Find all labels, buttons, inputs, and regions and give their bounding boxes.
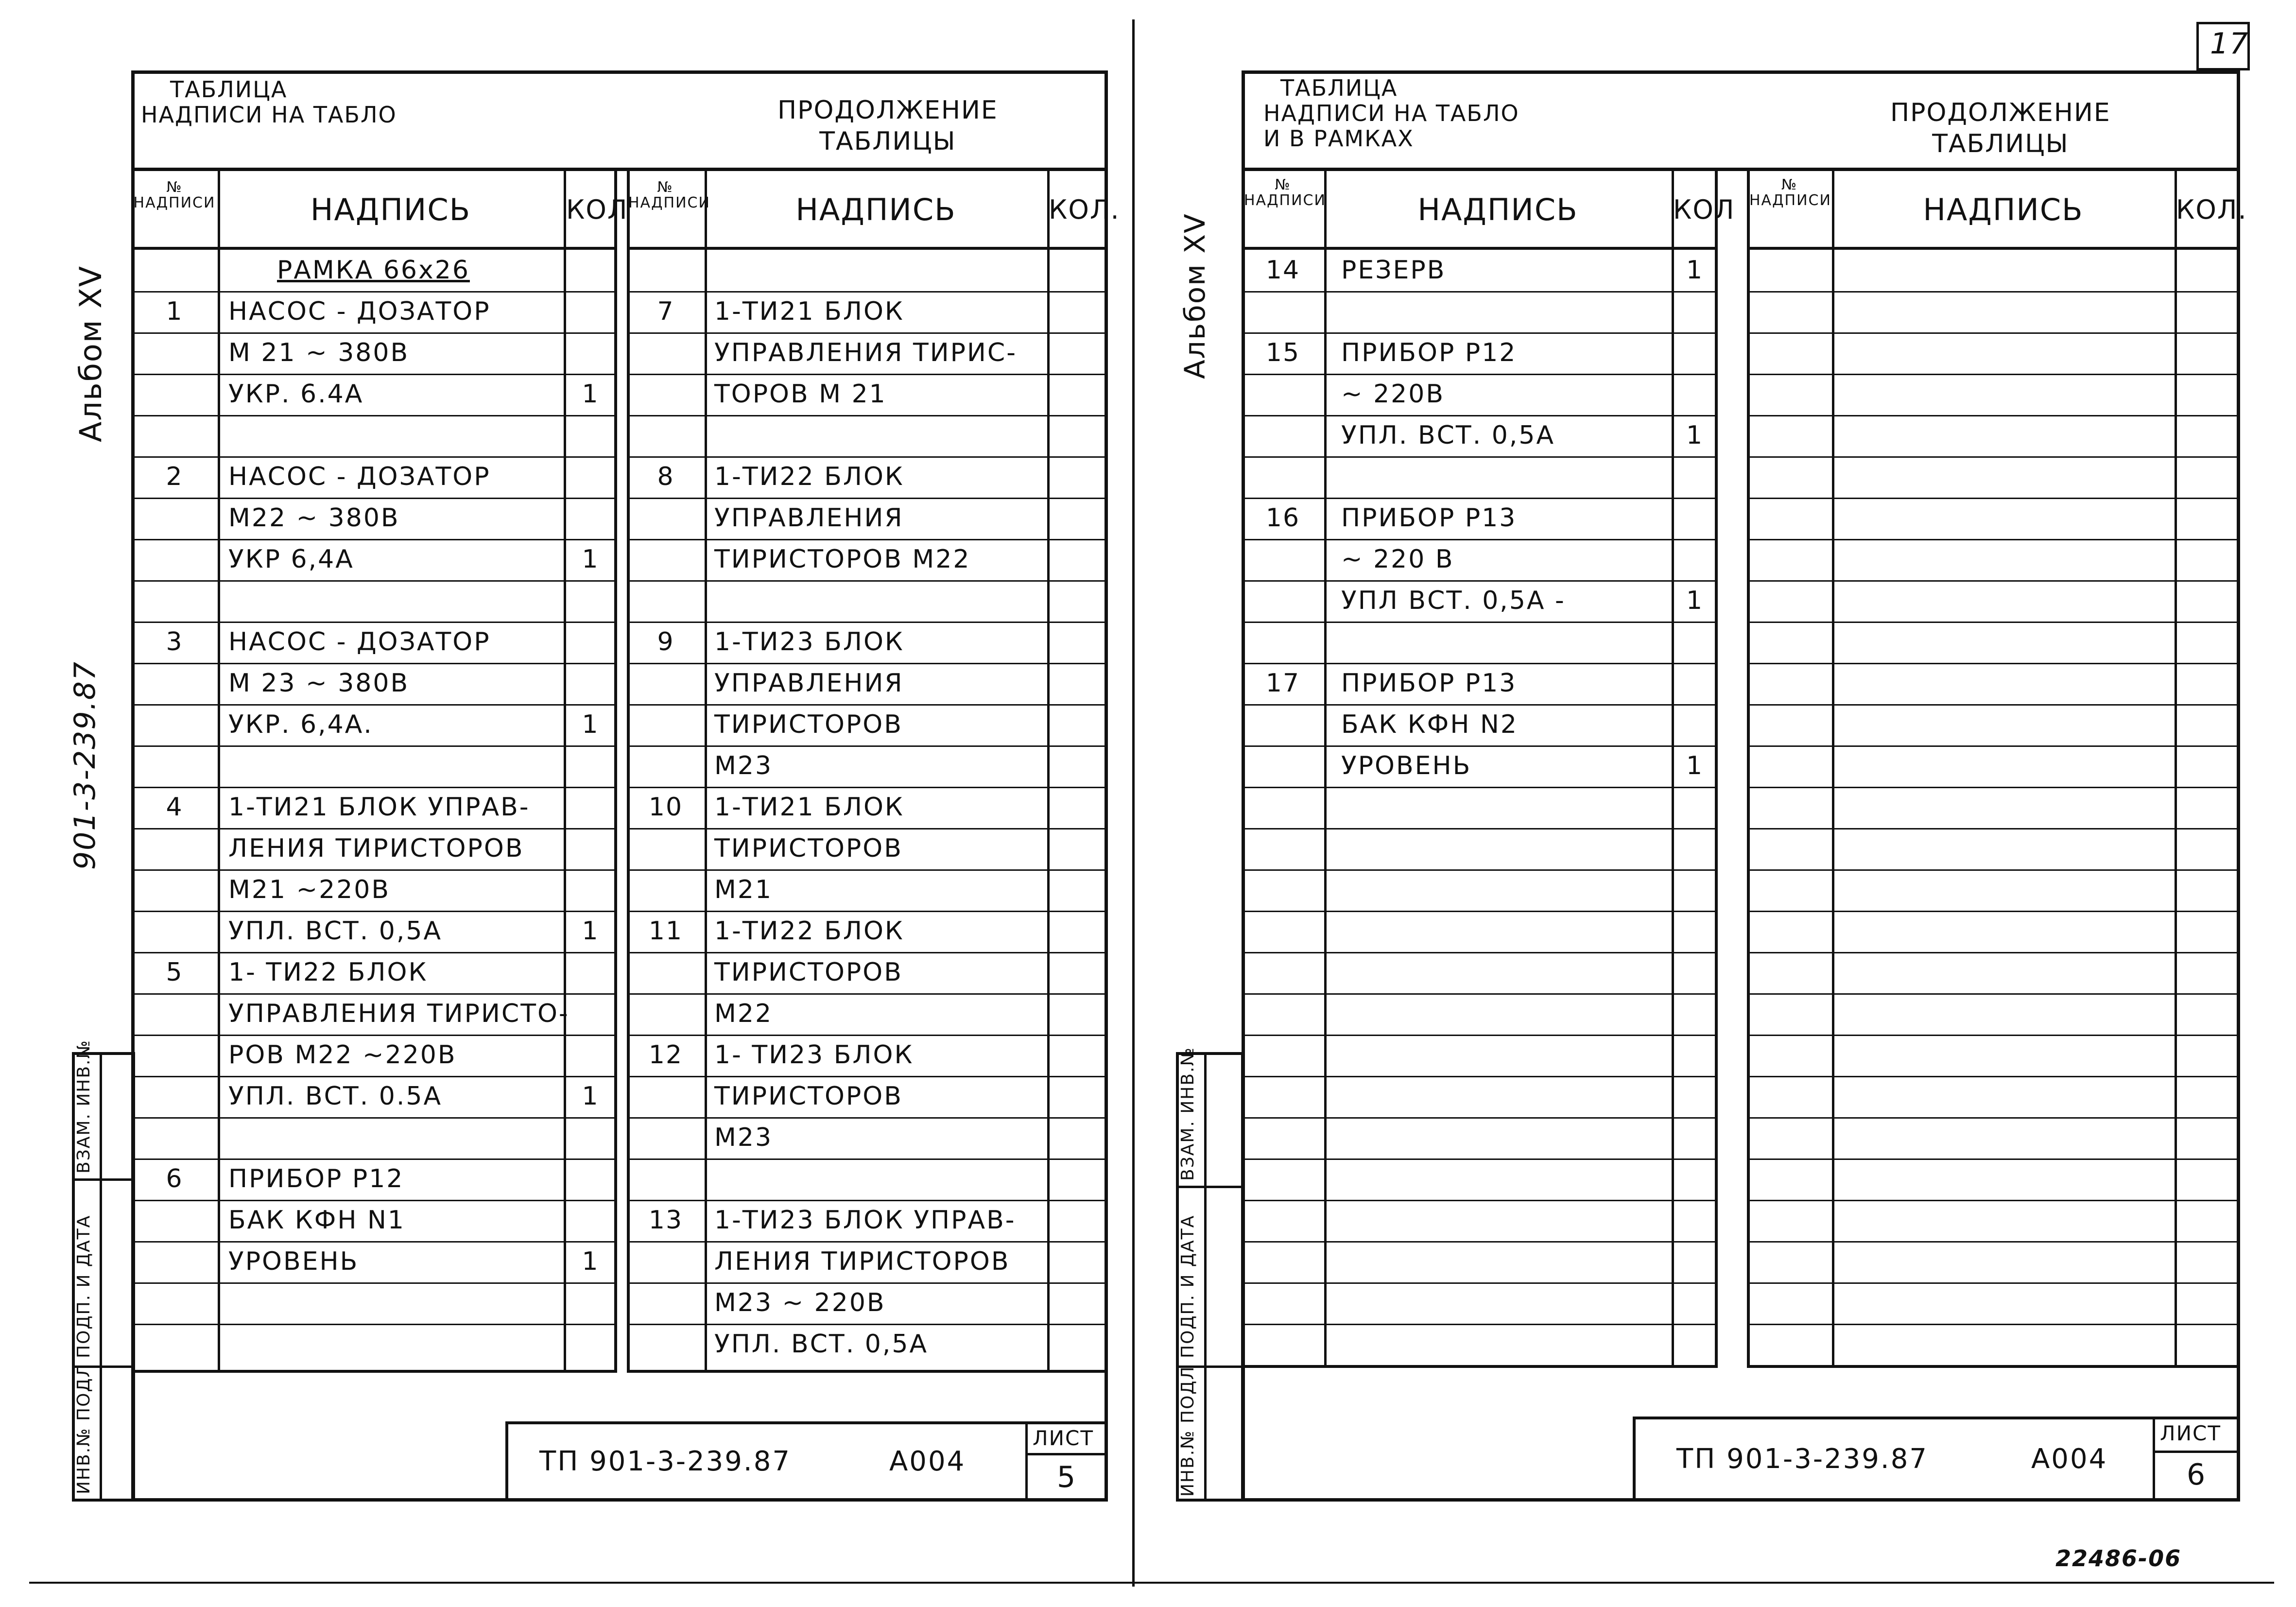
row-text: 1-ТИ23 БЛОК <box>714 627 904 657</box>
right-side-stamp-divider-v <box>1204 1052 1207 1502</box>
row-quantity: 1 <box>1686 421 1704 450</box>
table-row-line <box>1747 415 2240 416</box>
left-continuation-title-line1: ПРОДОЛЖЕНИЕ <box>777 96 998 125</box>
row-text: ТОРОВ М 21 <box>714 380 887 409</box>
left-table-first-header-qty: КОЛ <box>566 194 628 225</box>
right-side-label-inv: ИНВ.№ ПОДЛ <box>1178 1365 1198 1497</box>
sheet-fold-line <box>1132 19 1135 1587</box>
table-row-line <box>1747 993 2240 995</box>
table-row-line <box>627 869 1108 871</box>
table-row-line <box>131 291 617 293</box>
table-row-line <box>1747 539 2240 540</box>
row-text: УКР. 6,4А. <box>228 710 373 739</box>
table-row-line <box>131 663 617 664</box>
table-row-line <box>1242 745 1718 747</box>
left-stamp-sheet-label: ЛИСТ <box>1033 1426 1094 1450</box>
right-table-title <box>1263 75 1519 151</box>
row-quantity: 1 <box>582 1247 599 1276</box>
row-quantity: 1 <box>582 545 599 574</box>
left-table-second-col-divider-2 <box>1047 168 1050 1373</box>
row-text: УПЛ. ВСТ. 0,5А <box>714 1330 929 1359</box>
row-number: 8 <box>657 462 674 491</box>
table-row-line <box>131 828 617 829</box>
row-text: М21 <box>714 875 773 904</box>
table-row-line <box>1242 1282 1718 1284</box>
right-side-label-replace: ВЗАМ. ИНВ.№ <box>1178 1047 1198 1181</box>
right-title-stamp-sheet-rule <box>2153 1451 2240 1453</box>
right-table-first-col-divider-1 <box>1324 168 1327 1368</box>
table-row-line <box>1242 1241 1718 1243</box>
table-row-line <box>1242 952 1718 953</box>
row-text: РЕЗЕРВ <box>1341 256 1446 285</box>
archive-number: 22486-06 <box>2055 1545 2182 1572</box>
right-table-first-header-rule <box>1242 247 1718 250</box>
row-text: УПЛ. ВСТ. 0,5А <box>1341 421 1555 450</box>
left-table-title-line2: НАДПИСИ НА ТАБЛО <box>141 102 397 128</box>
left-table-second-header-rule <box>627 247 1108 250</box>
right-table-second-header-qty: КОЛ. <box>2176 194 2247 225</box>
table-row-line <box>627 1200 1108 1201</box>
table-row-line <box>1242 291 1718 293</box>
row-quantity: 1 <box>582 710 599 739</box>
table-row-line <box>1747 704 2240 706</box>
row-text: 1- ТИ22 БЛОК <box>228 958 428 987</box>
row-text: 1- ТИ23 БЛОК <box>714 1040 914 1070</box>
left-table-second-header-number: № НАДПИСИ <box>628 179 710 211</box>
row-number: 1 <box>166 297 183 326</box>
table-row-line <box>627 580 1108 582</box>
left-table-second-header-text: НАДПИСЬ <box>795 192 956 227</box>
table-row-line <box>1747 911 2240 912</box>
table-row-line <box>1242 580 1718 582</box>
right-album-label: Альбом XV <box>1178 213 1211 379</box>
left-table-title <box>141 77 397 127</box>
row-quantity: 1 <box>582 916 599 946</box>
row-text: НАСОС - ДОЗАТОР <box>228 462 491 491</box>
row-number: 17 <box>1265 669 1300 698</box>
table-row-line <box>131 1076 617 1077</box>
table-row-line <box>1242 828 1718 829</box>
right-table-second-header-number: № НАДПИСИ <box>1749 176 1831 209</box>
table-row-line <box>627 622 1108 623</box>
left-stamp-code: ТП 901-3-239.87 <box>539 1446 791 1477</box>
left-table-first-header-text: НАДПИСЬ <box>310 192 471 227</box>
right-continuation-title <box>1890 97 2111 159</box>
right-side-label-sign: ПОДП. И ДАТА <box>1178 1214 1198 1358</box>
row-text: УПЛ. ВСТ. 0,5А <box>228 916 443 946</box>
right-table-second-header-rule <box>1747 247 2240 250</box>
table-row-line <box>131 332 617 334</box>
left-side-label-replace: ВЗАМ. ИНВ.№ <box>74 1039 94 1174</box>
row-text: ТИРИСТОРОВ <box>714 710 903 739</box>
right-table-title-line2: НАДПИСИ НА ТАБЛО <box>1263 100 1519 126</box>
row-text: ТИРИСТОРОВ <box>714 958 903 987</box>
table-row-line <box>627 332 1108 334</box>
table-row-line <box>131 745 617 747</box>
row-text: ТИРИСТОРОВ <box>714 1082 903 1111</box>
left-side-stamp-divider-v <box>100 1052 102 1502</box>
row-text: ПРИБОР Р12 <box>1341 338 1517 367</box>
table-row-line <box>1242 787 1718 788</box>
table-row-line <box>627 828 1108 829</box>
row-quantity: 1 <box>1686 751 1704 780</box>
left-table-second-header-qty: КОЛ. <box>1049 194 1120 225</box>
table-row-line <box>627 911 1108 912</box>
table-row-line <box>1747 580 2240 582</box>
row-text: М22 ~ 380В <box>228 503 400 533</box>
table-row-line <box>627 374 1108 375</box>
table-row-line <box>627 745 1108 747</box>
row-text: ПРИБОР Р13 <box>1341 503 1517 533</box>
table-row-line <box>131 415 617 416</box>
row-number: 15 <box>1265 338 1300 367</box>
left-table-first-header-number: № НАДПИСИ <box>133 179 216 211</box>
row-text: М23 <box>714 1123 773 1152</box>
table-row-line <box>627 993 1108 995</box>
right-stamp-sheet-label: ЛИСТ <box>2160 1421 2221 1445</box>
table-row-line <box>1747 663 2240 664</box>
row-text: РАМКА 66х26 <box>277 256 470 285</box>
table-row-line <box>1747 787 2240 788</box>
table-row-line <box>627 415 1108 416</box>
table-row-line <box>1242 622 1718 623</box>
row-number: 16 <box>1265 503 1300 533</box>
row-number: 3 <box>166 627 183 657</box>
table-row-line <box>1747 1200 2240 1201</box>
table-row-line <box>1242 704 1718 706</box>
right-continuation-title-line2: ТАБЛИЦЫ <box>1932 129 2069 158</box>
table-row-line <box>131 952 617 953</box>
table-row-line <box>1242 663 1718 664</box>
row-text: М22 <box>714 999 773 1028</box>
right-table-title-line3: И В РАМКАХ <box>1263 125 1414 152</box>
row-text: УРОВЕНЬ <box>228 1247 359 1276</box>
row-text: ~ 220 В <box>1341 545 1454 574</box>
left-project-code-vertical: 901-3-239.87 <box>68 661 102 870</box>
table-row-line <box>627 1158 1108 1160</box>
table-row-line <box>627 498 1108 499</box>
table-row-line <box>1242 539 1718 540</box>
table-row-line <box>1747 745 2240 747</box>
right-table-first-header-qty: КОЛ <box>1673 194 1735 225</box>
table-row-line <box>131 580 617 582</box>
row-text: 1-ТИ21 БЛОК УПРАВ- <box>228 793 530 822</box>
right-stamp-code: ТП 901-3-239.87 <box>1676 1443 1928 1475</box>
left-table-title-line1: ТАБЛИЦА <box>170 76 288 103</box>
left-title-stamp-sheet-rule <box>1025 1453 1108 1455</box>
row-quantity: 1 <box>582 1082 599 1111</box>
table-row-line <box>627 787 1108 788</box>
right-table-second-header-text: НАДПИСЬ <box>1923 192 2084 227</box>
row-text: 1-ТИ21 БЛОК <box>714 793 904 822</box>
row-text: ТИРИСТОРОВ М22 <box>714 545 971 574</box>
left-continuation-title-line2: ТАБЛИЦЫ <box>819 127 956 156</box>
row-text: М21 ~220В <box>228 875 391 904</box>
row-number: 10 <box>648 793 683 822</box>
table-row-line <box>131 1035 617 1036</box>
row-quantity: 1 <box>582 380 599 409</box>
left-album-label: Альбом XV <box>73 265 108 442</box>
row-text: М 21 ~ 380В <box>228 338 410 367</box>
table-row-line <box>1242 1324 1718 1325</box>
row-text: ЛЕНИЯ ТИРИСТОРОВ <box>714 1247 1010 1276</box>
table-row-line <box>1242 1117 1718 1119</box>
table-row-line <box>131 911 617 912</box>
row-text: УПЛ ВСТ. 0,5А - <box>1341 586 1566 615</box>
left-table-first-col-divider-1 <box>218 168 220 1373</box>
left-table-first-header-rule <box>131 247 617 250</box>
row-text: НАСОС - ДОЗАТОР <box>228 297 491 326</box>
table-row-line <box>1747 952 2240 953</box>
table-row-line <box>627 952 1108 953</box>
table-row-line <box>131 704 617 706</box>
table-row-line <box>1242 1200 1718 1201</box>
table-row-line <box>627 291 1108 293</box>
table-row-line <box>131 374 617 375</box>
table-row-line <box>131 1241 617 1243</box>
row-text: ПРИБОР Р13 <box>1341 669 1517 698</box>
row-number: 12 <box>648 1040 683 1070</box>
row-number: 2 <box>166 462 183 491</box>
table-row-line <box>1242 498 1718 499</box>
row-text: 1-ТИ23 БЛОК УПРАВ- <box>714 1206 1016 1235</box>
row-text: БАК КФН N1 <box>228 1206 405 1235</box>
row-text: ТИРИСТОРОВ <box>714 834 903 863</box>
table-row-line <box>131 498 617 499</box>
table-row-line <box>1747 828 2240 829</box>
row-text: РОВ М22 ~220В <box>228 1040 457 1070</box>
row-text: УКР. 6.4А <box>228 380 364 409</box>
table-row-line <box>1242 332 1718 334</box>
left-side-label-sign: ПОДП. И ДАТА <box>74 1214 94 1358</box>
table-row-line <box>1747 332 2240 334</box>
table-row-line <box>131 456 617 458</box>
left-title-stamp-divider <box>1025 1421 1028 1502</box>
table-row-line <box>131 787 617 788</box>
table-row-line <box>1242 1158 1718 1160</box>
left-stamp-album: А004 <box>889 1446 966 1477</box>
row-text: 1-ТИ22 БЛОК <box>714 916 904 946</box>
left-continuation-title <box>777 95 998 157</box>
table-row-line <box>1747 1282 2240 1284</box>
row-text: УКР 6,4А <box>228 545 354 574</box>
left-table-first-col-divider-2 <box>564 168 566 1373</box>
left-stamp-sheet-number: 5 <box>1057 1460 1077 1494</box>
table-row-line <box>1747 291 2240 293</box>
row-text: БАК КФН N2 <box>1341 710 1518 739</box>
row-text: 1-ТИ22 БЛОК <box>714 462 904 491</box>
left-table-second-col-divider-1 <box>705 168 707 1373</box>
table-row-line <box>1242 1076 1718 1077</box>
table-row-line <box>131 1324 617 1325</box>
left-side-label-inv: ИНВ.№ ПОДЛ <box>74 1363 94 1494</box>
row-number: 14 <box>1265 256 1300 285</box>
row-number: 5 <box>166 958 183 987</box>
table-row-line <box>1747 1158 2240 1160</box>
table-row-line <box>1747 869 2240 871</box>
table-row-line <box>1747 456 2240 458</box>
row-number: 9 <box>657 627 674 657</box>
table-row-line <box>627 1035 1108 1036</box>
right-side-stamp-divider-h1 <box>1176 1186 1244 1188</box>
table-row-line <box>1242 993 1718 995</box>
table-row-line <box>131 993 617 995</box>
row-text: УРОВЕНЬ <box>1341 751 1472 780</box>
table-row-line <box>1242 456 1718 458</box>
row-text: М23 ~ 220В <box>714 1288 886 1317</box>
table-row-line <box>1747 1324 2240 1325</box>
table-row-line <box>1747 374 2240 375</box>
right-stamp-sheet-number: 6 <box>2187 1458 2207 1492</box>
row-text: ~ 220В <box>1341 380 1445 409</box>
table-row-line <box>1242 1035 1718 1036</box>
right-table-first-header-text: НАДПИСЬ <box>1417 192 1578 227</box>
row-text: 1-ТИ21 БЛОК <box>714 297 904 326</box>
right-table-title-line1: ТАБЛИЦА <box>1280 75 1398 101</box>
row-text: ПРИБОР Р12 <box>228 1164 404 1193</box>
table-row-line <box>1747 1241 2240 1243</box>
table-row-line <box>627 1324 1108 1325</box>
table-row-line <box>131 539 617 540</box>
row-text: М23 <box>714 751 773 780</box>
page-number: 17 <box>2210 27 2249 61</box>
table-row-line <box>627 1117 1108 1119</box>
right-table-first-header-number: № НАДПИСИ <box>1244 176 1326 209</box>
table-row-line <box>627 1241 1108 1243</box>
row-text: УПРАВЛЕНИЯ <box>714 503 904 533</box>
right-table-second-col-divider-2 <box>2175 168 2177 1368</box>
right-continuation-title-line1: ПРОДОЛЖЕНИЕ <box>1890 98 2111 127</box>
right-table-second <box>1747 168 2247 1368</box>
table-row-line <box>627 704 1108 706</box>
table-row-line <box>627 539 1108 540</box>
row-number: 11 <box>648 916 683 946</box>
row-text: УПРАВЛЕНИЯ ТИРИС- <box>714 338 1017 367</box>
table-row-line <box>1747 498 2240 499</box>
row-number: 13 <box>648 1206 683 1235</box>
row-text: ЛЕНИЯ ТИРИСТОРОВ <box>228 834 524 863</box>
table-row-line <box>131 1117 617 1119</box>
table-row-line <box>131 622 617 623</box>
left-side-stamp-divider-h1 <box>72 1178 135 1181</box>
table-row-line <box>1242 869 1718 871</box>
row-number: 7 <box>657 297 674 326</box>
row-text: УПЛ. ВСТ. 0.5А <box>228 1082 443 1111</box>
table-row-line <box>1747 1076 2240 1077</box>
right-stamp-album: А004 <box>2031 1443 2108 1475</box>
table-row-line <box>131 1158 617 1160</box>
row-number: 6 <box>166 1164 183 1193</box>
table-row-line <box>1242 911 1718 912</box>
table-row-line <box>1242 415 1718 416</box>
table-row-line <box>1242 374 1718 375</box>
row-text: НАСОС - ДОЗАТОР <box>228 627 491 657</box>
table-row-line <box>1747 1117 2240 1119</box>
row-quantity: 1 <box>1686 256 1704 285</box>
table-row-line <box>1747 622 2240 623</box>
row-text: УПРАВЛЕНИЯ <box>714 669 904 698</box>
table-row-line <box>627 456 1108 458</box>
row-text: М 23 ~ 380В <box>228 669 410 698</box>
row-number: 4 <box>166 793 183 822</box>
table-row-line <box>627 1076 1108 1077</box>
table-row-line <box>627 1282 1108 1284</box>
table-row-line <box>1747 1035 2240 1036</box>
table-row-line <box>131 1282 617 1284</box>
right-table-second-col-divider-1 <box>1832 168 1834 1368</box>
row-quantity: 1 <box>1686 586 1704 615</box>
right-title-stamp-divider <box>2153 1417 2155 1502</box>
table-row-line <box>627 663 1108 664</box>
bottom-trim-line <box>29 1582 2274 1584</box>
table-row-line <box>131 1200 617 1201</box>
table-row-line <box>131 869 617 871</box>
row-text: УПРАВЛЕНИЯ ТИРИСТО- <box>228 999 570 1028</box>
